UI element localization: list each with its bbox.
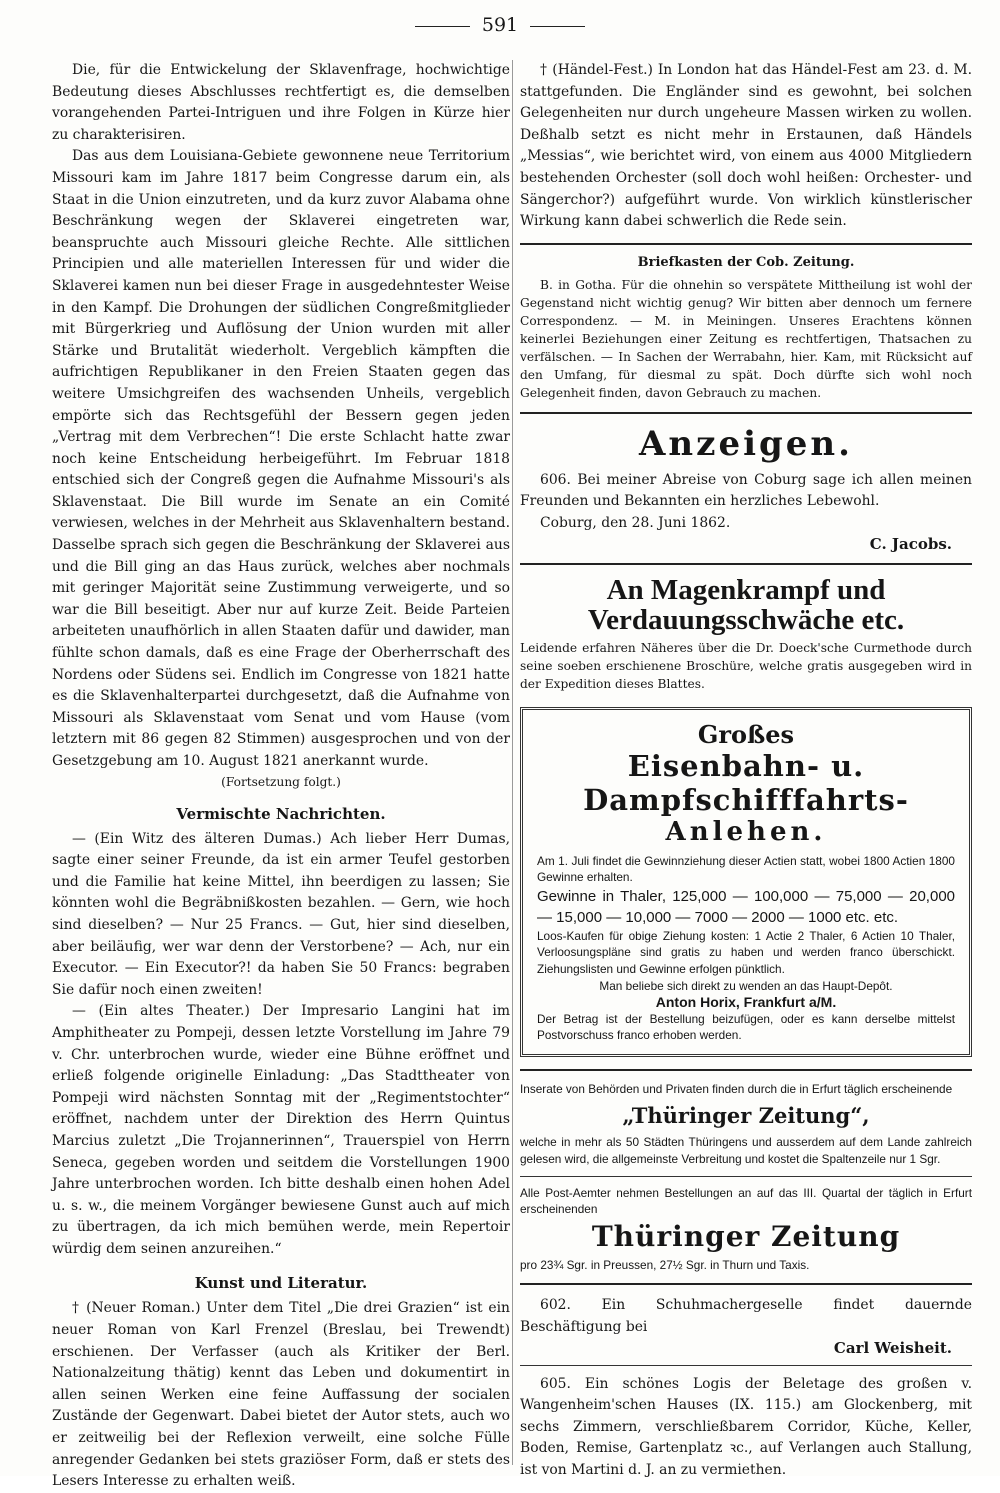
tz-text: welche in mehr als 50 Städten Thüringens und ausserdem auf dem Lande zahlreich gelesen wird, die allgemeinste Verbreitung und kostet die Spaltenzeile nur 1 Sgr. bbox=[520, 1135, 972, 1167]
section-heading-arts: Kunst und Literatur. bbox=[194, 1274, 368, 1293]
letterbox-text: B. in Gotha. Für die ohnehin so verspätete Mittheilung ist wohl der Gegenstand nicht wichtig genug? Wir bitten aber dennoch um fernere Correspondenz. — M. in Meiningen. Unseres Erachtens können keinerlei Beziehungen einer Zeitung es rechtfertigen, Thatsachen zu verfälschen. — In Sachen der Werrabahn, hier. Kam, mit Rücksicht auf den Umfang, für diesmal zu spät. Doch dürfte sich wohl noch Gelegenheit finden, davon Gebrauch zu machen. bbox=[520, 277, 972, 400]
tz-title: „Thüringer Zeitung“, bbox=[622, 1103, 870, 1129]
ad-606-text: 606. Bei meiner Abreise von Coburg sage ich allen meinen Freunden und Bekannten ein herzliches Lebewohl. bbox=[520, 471, 972, 510]
divider bbox=[520, 1069, 972, 1071]
magenkrampf-text: Leidende erfahren Näheres über die Dr. Doeck'sche Curmethode durch seine soeben erschienene Broschüre, welche gratis ausgegeben wird in der Expedition dieses Blattes. bbox=[520, 640, 972, 691]
right-column bbox=[520, 60, 972, 1482]
ad-606-signature: C. Jacobs. bbox=[869, 534, 952, 553]
lottery-dealer: Anton Horix, Frankfurt a/M. bbox=[655, 994, 837, 1011]
tz-big-title: Thüringer Zeitung bbox=[591, 1219, 901, 1253]
continuation-note: (Fortsetzung folgt.) bbox=[221, 774, 341, 789]
news-item: — (Ein altes Theater.) Der Impresario Langini hat im Amphitheater zu Pompeji, dessen letzte Vorstellung im Jahre 79 v. Chr. unterbrochen wurde, wieder eine Bühne eröffnet und erließ folgende originelle Einladung: „Das Stadttheater von Pompeji wird nächsten Sonntag mit der „Regimentstochter“ eröffnet, nachdem unter der Direktion des Herrn Quintus Marcius zuletzt „Die Trojannerinnen“, Trauerspiel von Herrn Seneca, gegeben worden und seitdem die Vorstellungen 1900 Jahre unterbrochen worden. Ich bitte deshalb einen hohen Adel u. s. w., die meinem Vorgänger bewiesene Gunst auch auf mich zu übertragen, da ich mich bemühen werde, mein Repertoir würdig dem seinen anzureihen.“ bbox=[52, 1003, 510, 1257]
lottery-text: Am 1. Juli findet die Gewinnziehung dieser Actien statt, wobei 1800 Actien 1800 Gewinne erhalten. bbox=[537, 853, 955, 885]
tz-post: Alle Post-Aemter nehmen Bestellungen an auf das III. Quartal der täglich in Erfurt erscheinenden bbox=[520, 1185, 972, 1217]
ads-heading: Anzeigen. bbox=[639, 423, 853, 464]
lottery-prizes: Gewinne in Thaler, 125,000 — 100,000 — 75,000 — 20,000 — 15,000 — 10,000 — 7000 — 2000 — 1000 etc. etc. bbox=[537, 887, 955, 926]
lottery-text: Der Betrag ist der Bestellung beizufügen, oder es kann derselbe mittelst Postvorschuss franco erhoben werden. bbox=[537, 1011, 955, 1043]
article-paragraph: Das aus dem Louisiana-Gebiete gewonnene neue Territorium Missouri kam im Jahre 1817 beim Congresse darum ein, als Staat in die Union einzutreten, und da kurz zuvor Alabama ohne Beschränkung wegen der Sklaverei eingetreten war, beanspruchte auch Missouri gleiche Rechte. Alle sittlichen Principien und alle materiellen Interessen für und wider die Sklaverei kamen nun bei dieser Frage in ausgedehntester Weise in den Kampf. Die Drohungen der südlichen Congreßmitglieder mit Bürgerkrieg und Auflösung der Union wurden mit aller Stärke und Brutalität wiederholt. Vergeblich kämpften die aufrichtigen Republikaner in den Freien Staaten gegen das weitere Umsichgreifen des wachsenden Unheils, vergeblich empörte sich das Rechtsgefühl der Bessern gegen jeden „Vertrag mit dem Verbrechen“! Die erste Schlacht hatte zwar noch keine Entscheidung herbeigeführt. Im Februar 1818 entschied sich der Congreß gegen die Aufnahme Missouri's als Sklavenstaat. Die Bill wurde im Senate an ein Comité verwiesen, welches in der Mehrheit aus Sklavenhaltern bestand. Dasselbe sprach sich gegen die Beschränkung der Sklaverei aus und die Bill ging an das Haus zurück, welches aber nochmals mit geringer Majorität seine Zustimmung verweigerte, und so war die Bill beseitigt. Aber nur auf kurze Zeit. Beide Parteien arbeiteten unaufhörlich in allen Staaten dafür und dawider, man fühlte schon damals, daß es eine Frage der Oberherrschaft des Nordens oder Südens sei. Endlich im Congresse von 1821 hatte es die Sklavenhalterpartei durchgesetzt, daß die Aufnahme von Missouri als Sklavenstaat vom Senat und vom Hause (vom letztern mit 86 gegen 82 Stimmen) ausgesprochen und von der Gesetzgebung am 10. August 1821 anerkannt wurde. bbox=[52, 148, 510, 769]
divider bbox=[520, 1365, 972, 1366]
divider bbox=[520, 412, 972, 414]
divider bbox=[520, 1283, 972, 1285]
page-number: 591 bbox=[0, 14, 1000, 36]
letterbox-heading: Briefkasten der Cob. Zeitung. bbox=[637, 254, 855, 270]
lottery-ad-box bbox=[520, 707, 972, 1057]
section-heading-misc: Vermischte Nachrichten. bbox=[176, 804, 386, 823]
news-item: † (Neuer Roman.) Unter dem Titel „Die drei Grazien“ ist ein neuer Roman von Karl Frenzel (Breslau, bei Trewendt) erschienen. Der Verfasser (auch als Kritiker der Berl. Nationalzeitung thätig) kennt das Leben und dokumentirt in allen seinen Werken eine feine Auffassung der socialen Zustände der Gegenwart. Dabei bietet der Autor stets, auch wo er zeitweilig bei der Reflexion verweilt, eine solche Fülle anregender Gedanken bei stets graziöser Form, daß er stets des Lesers Interesse zu erhalten weiß. bbox=[52, 1300, 510, 1490]
lottery-title-1: Großes bbox=[697, 719, 795, 749]
ad-602-signature: Carl Weisheit. bbox=[833, 1338, 952, 1357]
ad-605-text: 605. Ein schönes Logis der Beletage des großen v. Wangenheim'schen Hauses (IX. 115.) am Glockenberg, mit sechs Zimmern, verschließbarem Corridor, Küche, Keller, Boden, Remise, Gartenplatz ꝛc., auf Verlangen auch Stallung, ist von Martini d. J. an zu vermiethen. bbox=[520, 1375, 972, 1478]
ad-606-place: Coburg, den 28. Juni 1862. bbox=[540, 514, 731, 531]
lottery-title-2: Eisenbahn- u. Dampfschifffahrts- bbox=[583, 748, 909, 817]
news-item: † (Händel-Fest.) In London hat das Händel-Fest am 23. d. M. stattgefunden. Die Engländer sind es gewohnt, bei solchen Gelegenheiten nur durch ungeheure Massen wirken zu wollen. Deßhalb setzt es nicht mehr in Erstaunen, daß Händels „Messias“, wie berichtet wird, von einem aus 4000 Mitgliedern bestehenden Orchester (soll doch wohl heißen: Orchester- und Sängerchor?) aufgeführt wurde. Von wirklich künstlerischer Wirkung kann dabei schwerlich die Rede sein. bbox=[520, 62, 972, 230]
news-item: — (Ein Witz des älteren Dumas.) Ach lieber Herr Dumas, sagte einer seiner Freunde, da ist ein armer Teufel gestorben und die Familie hat keine Mittel, ihn beerdigen zu lassen; Sie könnten wohl die Begräbnißkosten bezahlen. — Gern, wie hoch sind dieselben? — Nur 25 Francs. — Gut, hier sind dieselben, aber beiläufig, wer war denn der Verstorbene? — Ach, nur ein Executor. — Ein Executor?! da haben Sie 50 Francs: begraben Sie dafür noch einen zweiten! bbox=[52, 830, 510, 998]
tz-intro: Inserate von Behörden und Privaten finden durch die in Erfurt täglich erscheinende bbox=[520, 1081, 953, 1096]
divider bbox=[520, 1176, 972, 1177]
lottery-text: Loos-Kaufen für obige Ziehung kosten: 1 Actie 2 Thaler, 6 Actien 10 Thaler, Verloosungspläne sind gratis zu haben und werden franco überschickt. Ziehungslisten und Gewinne erfolgen pünktlich. bbox=[537, 928, 955, 976]
lottery-title-3: Anlehen. bbox=[665, 816, 827, 847]
ad-602-text: 602. Ein Schuhmachergeselle findet dauernde Beschäftigung bei bbox=[520, 1297, 972, 1336]
divider bbox=[520, 243, 972, 245]
left-column bbox=[52, 60, 510, 1493]
tz-price: pro 23¾ Sgr. in Preussen, 27½ Sgr. in Thurn und Taxis. bbox=[520, 1257, 810, 1272]
divider bbox=[520, 563, 972, 565]
lottery-text: Man beliebe sich direkt zu wenden an das Haupt-Depôt. bbox=[599, 978, 893, 993]
magenkrampf-headline: An Magenkrampf und Verdauungsschwäche etc. bbox=[587, 573, 905, 636]
column-divider bbox=[512, 60, 513, 1465]
article-paragraph: Die, für die Entwickelung der Sklavenfrage, hochwichtige Bedeutung dieses Abschlusses rechtfertigt es, die demselben vorangehenden Partei-Intriguen und ihre Folgen in Kürze hier zu charakterisiren. bbox=[52, 62, 510, 143]
